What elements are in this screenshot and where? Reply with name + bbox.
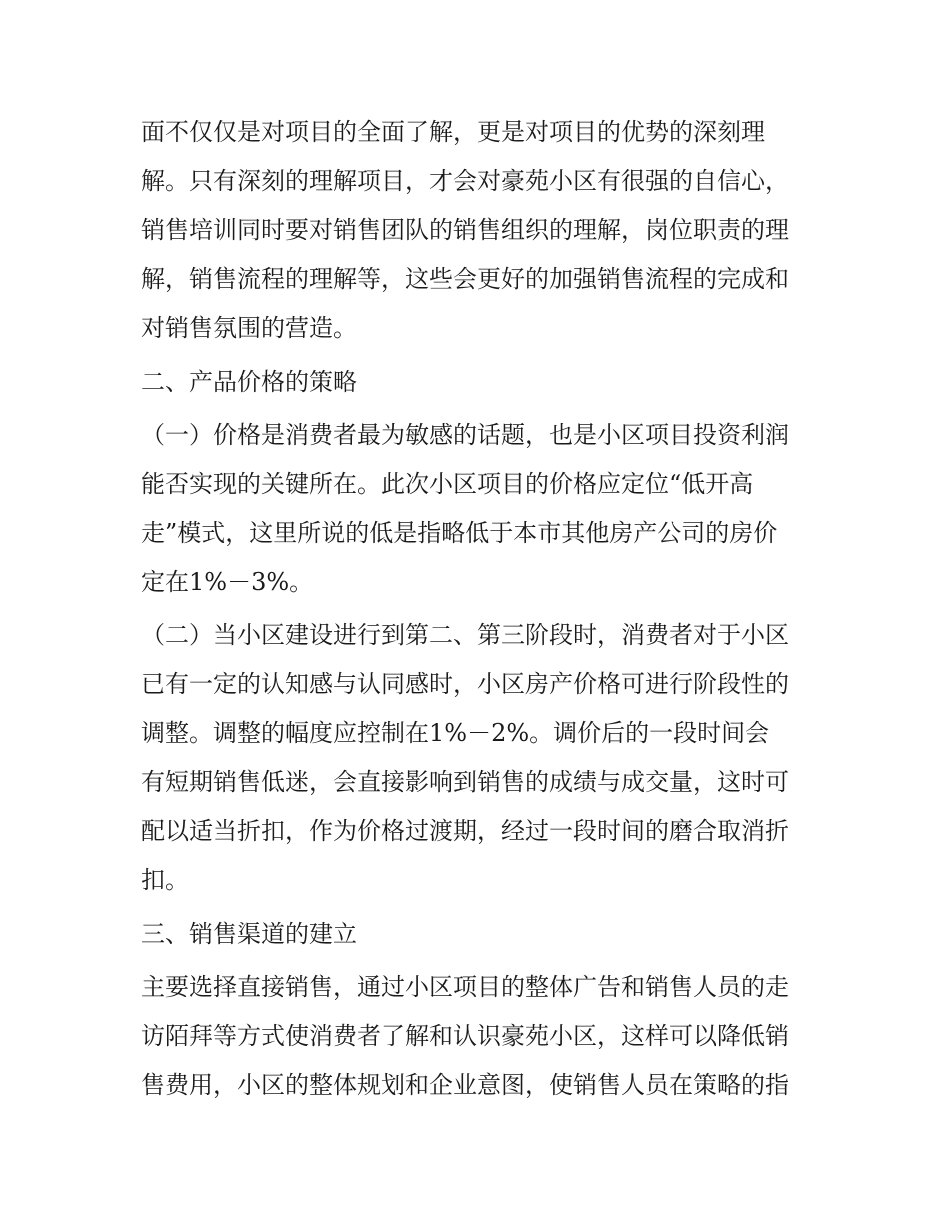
paragraph-line: 有短期销售低迷，会直接影响到销售的成绩与成交量，这时可 [141, 768, 789, 796]
paragraph-line: 能否实现的关键所在。此次小区项目的价格应定位“低开高 [141, 470, 754, 498]
paragraph-line: 解，销售流程的理解等，这些会更好的加强销售流程的完成和 [141, 265, 789, 293]
section-heading: 三、销售渠道的建立 [141, 920, 357, 948]
paragraph-line: 配以适当折扣，作为价格过渡期，经过一段时间的磨合取消折 [141, 817, 789, 845]
paragraph-line: （二）当小区建设进行到第二、第三阶段时，消费者对于小区 [141, 621, 789, 649]
paragraph-line: 扣。 [141, 866, 189, 894]
paragraph-line: 对销售氛围的营造。 [141, 314, 357, 342]
paragraph-line: 访陌拜等方式使消费者了解和认识豪苑小区，这样可以降低销 [141, 1022, 789, 1050]
paragraph-line: （一）价格是消费者最为敏感的话题，也是小区项目投资利润 [141, 421, 789, 449]
paragraph-line: 主要选择直接销售，通过小区项目的整体广告和销售人员的走 [141, 973, 789, 1001]
paragraph-line: 调整。调整的幅度应控制在1%－2%。调价后的一段时间会 [141, 719, 770, 747]
paragraph-line: 面不仅仅是对项目的全面了解，更是对项目的优势的深刻理 [141, 118, 765, 146]
paragraph-line: 售费用，小区的整体规划和企业意图，使销售人员在策略的指 [141, 1071, 789, 1099]
paragraph-line: 销售培训同时要对销售团队的销售组织的理解，岗位职责的理 [141, 216, 789, 244]
paragraph-line: 已有一定的认知感与认同感时，小区房产价格可进行阶段性的 [141, 670, 789, 698]
paragraph-line: 解。只有深刻的理解项目，才会对豪苑小区有很强的自信心， [141, 167, 789, 195]
paragraph-line: 定在1%－3%。 [141, 568, 314, 596]
section-heading: 二、产品价格的策略 [141, 368, 357, 396]
paragraph-line: 走”模式，这里所说的低是指略低于本市其他房产公司的房价 [141, 519, 778, 547]
